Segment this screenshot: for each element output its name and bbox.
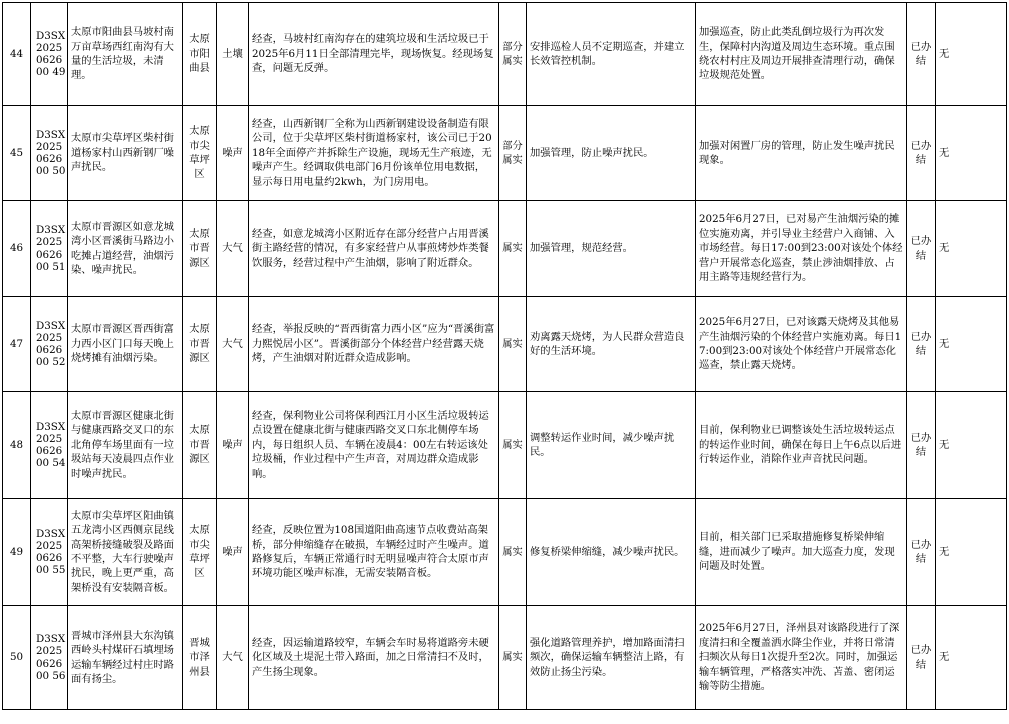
status: 已办结 <box>907 606 936 710</box>
rectification-measure: 劝离露天烧烤，为人民群众营造良好的生活环境。 <box>527 297 696 392</box>
complaint-content: 太原市阳曲县马坡村南万亩草场西红南沟有大量的生活垃圾，未清理。 <box>68 3 183 106</box>
handling-result: 加强巡查，防止此类乱倒垃圾行为再次发生，保障村内沟道及周边生态环境。重点围绕农村村庄及周边开展排查清理行动，确保垃圾规范处置。 <box>696 3 907 106</box>
rectification-measure: 加强管理，防止噪声扰民。 <box>527 106 696 201</box>
status: 已办结 <box>907 297 936 392</box>
complaint-content: 太原市晋源区晋西街富力西小区门口每天晚上烧烤摊有油烟污染。 <box>68 297 183 392</box>
pollution-type: 土壤 <box>217 3 249 106</box>
remark: 无 <box>936 499 1007 606</box>
complaint-content: 太原市尖草坪区柴村街道杨家村山西新钢厂噪声扰民。 <box>68 106 183 201</box>
handling-result: 目前，相关部门已采取措施修复桥梁伸缩缝，进而减少了噪声。加大巡查力度，发现问题及时处置。 <box>696 499 907 606</box>
case-code: D3SX2025062600 50 <box>31 106 68 201</box>
remark: 无 <box>936 392 1007 499</box>
handling-result: 2025年6月27日，已对易产生油烟污染的摊位实施劝离，并引导业主经营户入商铺、入市场经营。每日17:00到23:00对该处个体经营户开展常态化巡查，禁止涉油烟排放、占用主路等违规经营行为。 <box>696 201 907 297</box>
rectification-measure: 安排巡检人员不定期巡查，并建立长效管控机制。 <box>527 3 696 106</box>
row-number: 47 <box>3 297 31 392</box>
complaint-content: 太原市尖草坪区阳曲镇五龙湾小区西侧京昆线高架桥接缝破裂及路面不平整，大车行驶噪声扰民，晚上更严重，高架桥没有安装隔音板。 <box>68 499 183 606</box>
investigation-result: 经查，如意龙城湾小区附近存在部分经营户占用晋溪街主路经营的情况，有多家经营户从事煎烤炒炸类餐饮服务，经营过程中产生油烟，影响了附近群众。 <box>249 201 499 297</box>
district: 太原市晋源区 <box>183 201 217 297</box>
case-code: D3SX2025062600 49 <box>31 3 68 106</box>
table-row <box>3 606 1007 710</box>
row-number: 49 <box>3 499 31 606</box>
pollution-type: 大气 <box>217 606 249 710</box>
handling-result: 2025年6月27日，泽州县对该路段进行了深度清扫和全覆盖洒水降尘作业，并将日常清扫频次从每日1次提升至2次。同时，加强运输车辆管理，严格落实冲洗、苫盖、密闭运输等防尘措施。 <box>696 606 907 710</box>
verdict: 部分属实 <box>499 106 527 201</box>
rectification-measure: 强化道路管理养护，增加路面清扫频次，确保运输车辆整洁上路，有效防止扬尘污染。 <box>527 606 696 710</box>
district: 晋城市泽州县 <box>183 606 217 710</box>
investigation-result: 经查，反映位置为108国道阳曲高速节点收费站高架桥，部分伸缩缝存在破损，车辆经过时产生噪声。道路修复后，车辆正常通行时无明显噪声符合太原市声环境功能区噪声标准，无需安装隔音板。 <box>249 499 499 606</box>
investigation-result: 经查，马坡村红南沟存在的建筑垃圾和生活垃圾已于2025年6月11日全部清理完毕，现场恢复。经现场复查，问题无反弹。 <box>249 3 499 106</box>
status: 已办结 <box>907 3 936 106</box>
handling-result: 加强对闲置厂房的管理，防止发生噪声扰民现象。 <box>696 106 907 201</box>
row-number: 44 <box>3 3 31 106</box>
case-code: D3SX2025062600 56 <box>31 606 68 710</box>
rectification-measure: 加强管理，规范经营。 <box>527 201 696 297</box>
remark: 无 <box>936 106 1007 201</box>
table-row <box>3 297 1007 392</box>
verdict: 属实 <box>499 392 527 499</box>
complaint-content: 太原市晋源区健康北街与健康西路交叉口的东北角停车场里面有一垃圾站每天凌晨四点作业时噪声扰民。 <box>68 392 183 499</box>
table-row <box>3 106 1007 201</box>
district: 太原市阳曲县 <box>183 3 217 106</box>
pollution-type: 大气 <box>217 297 249 392</box>
verdict: 属实 <box>499 297 527 392</box>
table-row <box>3 3 1007 106</box>
remark: 无 <box>936 297 1007 392</box>
row-number: 50 <box>3 606 31 710</box>
case-code: D3SX2025062600 52 <box>31 297 68 392</box>
district: 太原市尖草坪区 <box>183 499 217 606</box>
handling-result: 2025年6月27日，已对该露天烧烤及其他易产生油烟污染的个体经营户实施劝离。每日17:00到23:00对该处个体经营户开展常态化巡查，禁止露天烧烤。 <box>696 297 907 392</box>
rectification-measure: 调整转运作业时间，减少噪声扰民。 <box>527 392 696 499</box>
verdict: 属实 <box>499 201 527 297</box>
district: 太原市尖草坪区 <box>183 106 217 201</box>
remark: 无 <box>936 3 1007 106</box>
row-number: 48 <box>3 392 31 499</box>
case-code: D3SX2025062600 55 <box>31 499 68 606</box>
investigation-result: 经查，保利物业公司将保利西江月小区生活垃圾转运点设置在健康北街与健康西路交叉口东北侧停车场内，每日组织人员、车辆在凌晨4：00左右转运该处垃圾桶，作业过程中产生声音，对周边群众造成影响。 <box>249 392 499 499</box>
status: 已办结 <box>907 201 936 297</box>
table-row <box>3 499 1007 606</box>
pollution-type: 噪声 <box>217 106 249 201</box>
status: 已办结 <box>907 499 936 606</box>
verdict: 属实 <box>499 606 527 710</box>
handling-result: 目前，保利物业已调整该处生活垃圾转运点的转运作业时间，确保在每日上午6点以后进行转运作业，消除作业声音扰民问题。 <box>696 392 907 499</box>
investigation-result: 经查，因运输道路较窄，车辆会车时易将道路旁未硬化区域及土堤泥土带入路面，加之日常清扫不及时，产生扬尘现象。 <box>249 606 499 710</box>
investigation-result: 经查，举报反映的“晋西街富力西小区”应为“晋溪街富力熙悦居小区”。晋溪街部分个体经营户经营露天烧烤，产生油烟对附近群众造成影响。 <box>249 297 499 392</box>
complaint-content: 晋城市泽州县大东沟镇西岭头村煤矸石填埋场运输车辆经过村庄时路面有扬尘。 <box>68 606 183 710</box>
row-number: 46 <box>3 201 31 297</box>
case-code: D3SX2025062600 54 <box>31 392 68 499</box>
remark: 无 <box>936 606 1007 710</box>
complaint-content: 太原市晋源区如意龙城湾小区晋溪街马路边小吃摊占道经营，油烟污染、噪声扰民。 <box>68 201 183 297</box>
rectification-measure: 修复桥梁伸缩缝，减少噪声扰民。 <box>527 499 696 606</box>
case-code: D3SX2025062600 51 <box>31 201 68 297</box>
remark: 无 <box>936 201 1007 297</box>
district: 太原市晋源区 <box>183 297 217 392</box>
row-number: 45 <box>3 106 31 201</box>
pollution-type: 噪声 <box>217 392 249 499</box>
pollution-type: 噪声 <box>217 499 249 606</box>
complaint-table <box>2 2 1007 710</box>
table-row <box>3 392 1007 499</box>
pollution-type: 大气 <box>217 201 249 297</box>
table-row <box>3 201 1007 297</box>
verdict: 属实 <box>499 499 527 606</box>
investigation-result: 经查，山西新钢厂全称为山西新钢建设设备制造有限公司，位于尖草坪区柴村街道杨家村，该公司已于2018年全面停产并拆除生产设施，现场无生产痕迹，无噪声产生。经调取供电部门6月份该单位用电数据，显示每日用电量约2kwh，为门房用电。 <box>249 106 499 201</box>
verdict: 部分属实 <box>499 3 527 106</box>
status: 已办结 <box>907 106 936 201</box>
district: 太原市晋源区 <box>183 392 217 499</box>
status: 已办结 <box>907 392 936 499</box>
